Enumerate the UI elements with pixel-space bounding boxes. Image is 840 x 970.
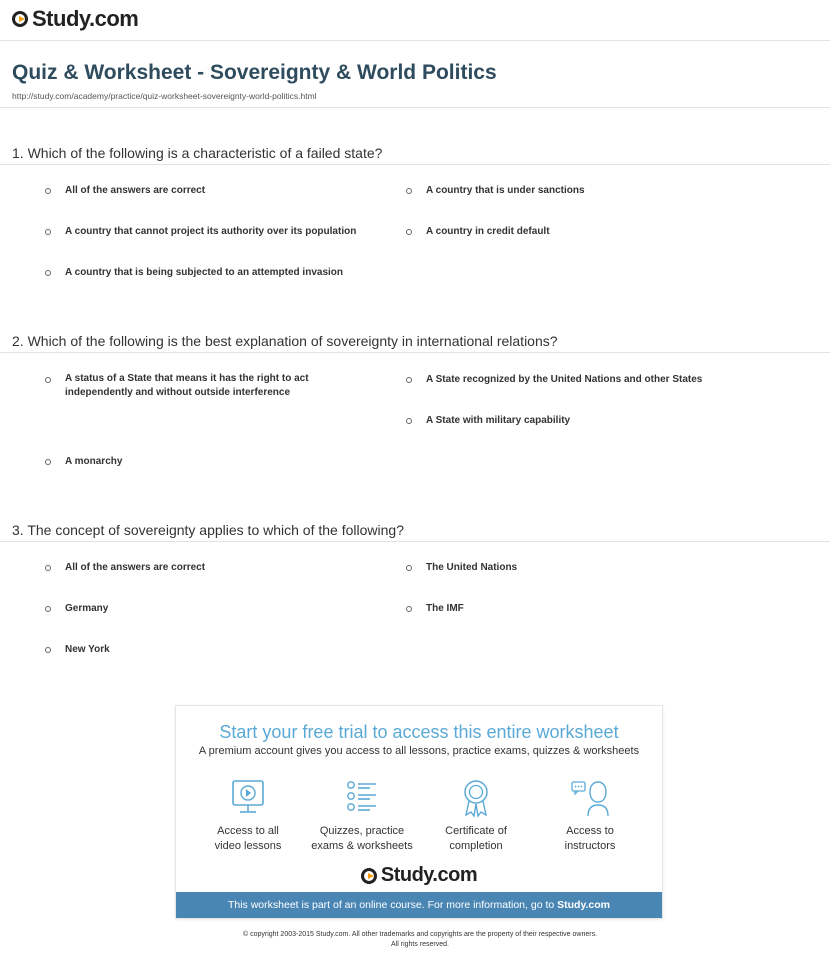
q1-option-3-label[interactable]: A country that cannot project its authority over its population (65, 226, 357, 237)
q1-option-1-label[interactable]: All of the answers are correct (65, 185, 206, 196)
study-logo[interactable] (12, 6, 138, 32)
feature-2-line-1: Quizzes, practice (319, 825, 405, 837)
q1-option-2-radio[interactable] (406, 188, 412, 194)
q1-option-1-radio[interactable] (45, 188, 51, 194)
question-1-text: 1. Which of the following is a characteristic of a failed state? (12, 145, 383, 161)
instructor-icon (570, 778, 610, 818)
play-logo-icon (361, 868, 377, 884)
quiz-list-icon (344, 778, 380, 818)
feature-3-line-2: completion (449, 840, 503, 852)
question-2-text: 2. Which of the following is the best explanation of sovereignty in international relations? (12, 333, 558, 349)
feature-4-line-2: instructors (564, 840, 616, 852)
course-info-text: This worksheet is part of an online course. For more information, go to (227, 899, 558, 911)
q2-option-3-radio[interactable] (406, 418, 412, 424)
course-info-bar (176, 892, 662, 918)
certificate-icon (458, 778, 494, 818)
header-divider (0, 40, 830, 41)
q2-option-4-label[interactable]: A monarchy (65, 456, 123, 467)
page-title: Quiz & Worksheet - Sovereignty & World Politics (12, 61, 497, 84)
q3-option-5-label[interactable]: New York (65, 644, 110, 655)
question-3-divider (0, 541, 830, 542)
copyright-line-2: All rights reserved. (391, 941, 449, 948)
q1-option-4-label[interactable]: A country in credit default (426, 226, 550, 237)
q3-option-2-label[interactable]: The United Nations (426, 562, 518, 573)
feature-1-line-1: Access to all (217, 825, 279, 837)
q2-option-1-radio[interactable] (45, 377, 51, 383)
feature-4-line-1: Access to (566, 825, 614, 837)
q3-option-4-label[interactable]: The IMF (426, 603, 464, 614)
title-divider (0, 107, 830, 108)
q3-option-5-radio[interactable] (45, 647, 51, 653)
q2-option-1-line-1: A status of a State that means it has the right to act (65, 373, 309, 384)
q1-option-4-radio[interactable] (406, 229, 412, 235)
q1-option-5-label[interactable]: A country that is being subjected to an attempted invasion (65, 267, 343, 278)
question-2-divider (0, 352, 830, 353)
q1-option-3-radio[interactable] (45, 229, 51, 235)
q1-option-5-radio[interactable] (45, 270, 51, 276)
page-url[interactable]: http://study.com/academy/practice/quiz-worksheet-sovereignty-world-politics.html (12, 91, 317, 101)
q3-option-2-radio[interactable] (406, 565, 412, 571)
q3-option-4-radio[interactable] (406, 606, 412, 612)
feature-instructors (535, 778, 645, 854)
q3-option-3-label[interactable]: Germany (65, 603, 109, 614)
copyright (0, 930, 840, 950)
cta-title[interactable]: Start your free trial to access this entire worksheet (219, 722, 619, 742)
play-logo-icon (12, 11, 28, 27)
q2-option-4-radio[interactable] (45, 459, 51, 465)
feature-3-line-1: Certificate of (445, 825, 507, 837)
feature-1-line-2: video lessons (214, 840, 282, 852)
copyright-line-1: © copyright 2003-2015 Study.com. All other trademarks and copyrights are the property of their respective owners. (242, 931, 598, 938)
logo-text: Study.com (32, 6, 139, 31)
feature-certificate (421, 778, 531, 854)
cta-subtitle: A premium account gives you access to all lessons, practice exams, quizzes & worksheets (198, 745, 640, 757)
video-lesson-icon (230, 778, 266, 818)
cta-study-logo[interactable] (176, 864, 662, 887)
question-3-text: 3. The concept of sovereignty applies to which of the following? (12, 522, 404, 538)
q3-option-1-radio[interactable] (45, 565, 51, 571)
study-link[interactable]: Study.com (557, 899, 611, 911)
q3-option-1-label[interactable]: All of the answers are correct (65, 562, 206, 573)
feature-video-lessons (193, 778, 303, 854)
q2-option-3-label[interactable]: A State with military capability (426, 415, 571, 426)
q2-option-2-label[interactable]: A State recognized by the United Nations and other States (426, 374, 703, 385)
cta-logo-text: Study.com (380, 864, 478, 886)
q3-option-3-radio[interactable] (45, 606, 51, 612)
q1-option-2-label[interactable]: A country that is under sanctions (426, 185, 585, 196)
q2-option-2-radio[interactable] (406, 377, 412, 383)
free-trial-panel (176, 706, 662, 918)
q2-option-1-label[interactable] (65, 372, 309, 400)
question-1-divider (0, 164, 830, 165)
q2-option-1-line-2: independently and without outside interference (65, 387, 291, 398)
feature-2-line-2: exams & worksheets (311, 840, 413, 852)
feature-quizzes (307, 778, 417, 854)
